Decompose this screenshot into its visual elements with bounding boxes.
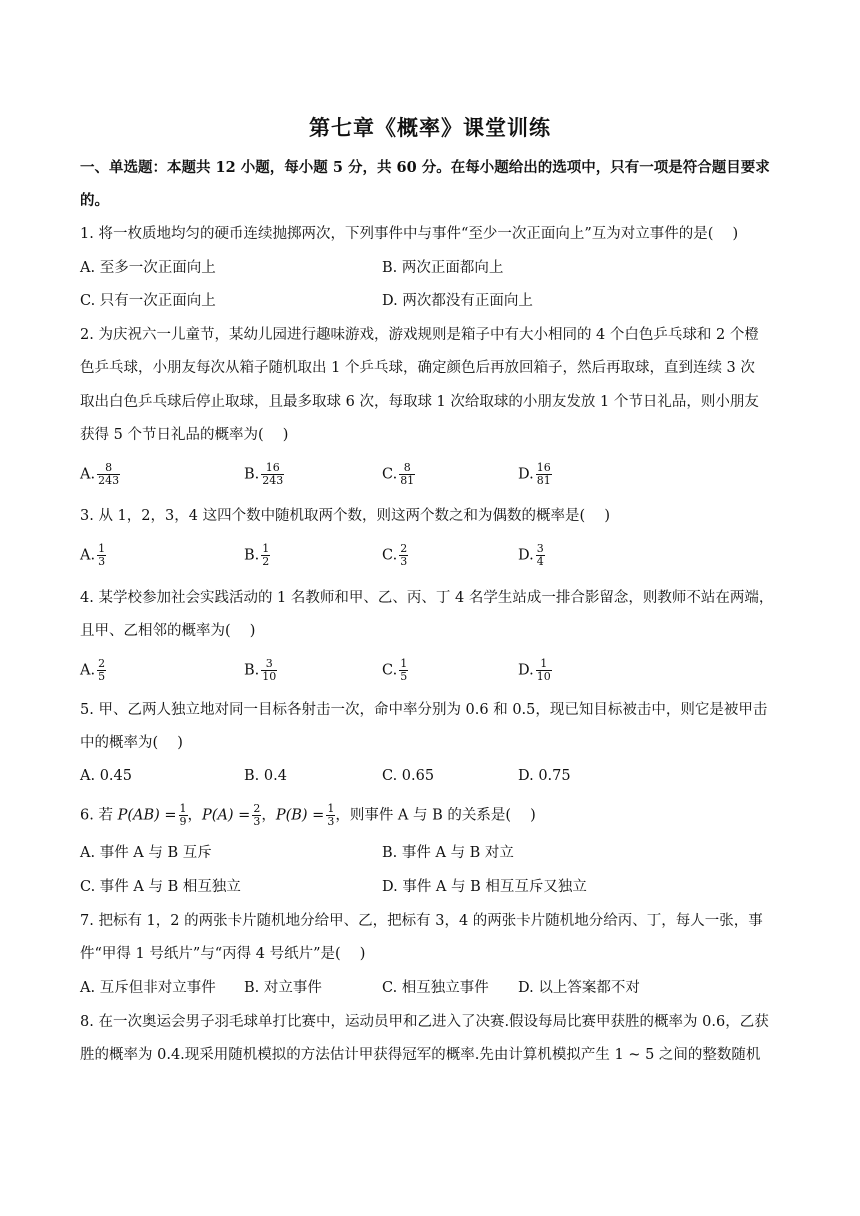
question-3-option-a: A. $\frac{1}{3}$ (80, 542, 106, 568)
question-4-option-a: A. $\frac{2}{5}$ (80, 657, 106, 683)
question-7-option-b: B. 对立事件 (244, 980, 322, 996)
question-3-option-d: D. $\frac{3}{4}$ (518, 542, 544, 568)
question-2-option-b: B. $\frac{16}{243}$ (244, 461, 284, 487)
question-3-option-b: B. $\frac{1}{2}$ (244, 542, 270, 568)
question-4-option-c: C. $\frac{1}{5}$ (382, 657, 408, 683)
question-5-option-c: C. 0.65 (382, 768, 435, 784)
question-5-option-a: A. 0.45 (80, 768, 132, 784)
question-6-option-d: D. 事件 A 与 B 相互互斥又独立 (382, 879, 587, 895)
question-7-line-2: 件“甲得 1 号纸片”与“丙得 4 号纸片”是( ) (80, 946, 366, 962)
question-2-line-1: 2. 为庆祝六一儿童节，某幼儿园进行趣味游戏，游戏规则是箱子中有大小相同的 4 个白色乒乓球和 2 个橙 (80, 327, 759, 343)
question-2-line-4: 获得 5 个节日礼品的概率为( ) (80, 427, 289, 443)
question-4-line-1: 4. 某学校参加社会实践活动的 1 名教师和甲、乙、丙、丁 4 名学生站成一排合影留念，则教师不站在两端， (80, 590, 774, 606)
question-4-option-b: B. $\frac{3}{10}$ (244, 657, 277, 683)
question-1-option-d: D. 两次都没有正面向上 (382, 293, 533, 309)
question-2-line-3: 取出白色乒乓球后停止取球，且最多取球 6 次，每取球 1 次给取球的小朋友发放 1 个节日礼品，则小朋友 (80, 394, 759, 410)
question-1-option-a: A. 至多一次正面向上 (80, 260, 216, 276)
question-6-stem: 6. 若 P(AB) = $\frac{1}{9}$ ，P(A) = $\frac{2}{3}$ ，P(B) = $\frac{1}{3}$ ，则事件 A 与 B 的关系是( ) (80, 802, 536, 828)
question-7-option-a: A. 互斥但非对立事件 (80, 980, 216, 996)
question-4-line-2: 且甲、乙相邻的概率为( ) (80, 623, 256, 639)
question-5-option-d: D. 0.75 (518, 768, 571, 784)
question-5-line-2: 中的概率为( ) (80, 735, 183, 751)
question-1-option-b: B. 两次正面都向上 (382, 260, 504, 276)
question-5-line-1: 5. 甲、乙两人独立地对同一目标各射击一次，命中率分别为 0.6 和 0.5，现已知目标被击中，则它是被甲击 (80, 702, 768, 718)
question-1-stem: 1. 将一枚质地均匀的硬币连续抛掷两次，下列事件中与事件“至少一次正面向上”互为对立事件的是( ) (80, 226, 739, 242)
question-7-option-d: D. 以上答案都不对 (518, 980, 640, 996)
question-4-option-d: D. $\frac{1}{10}$ (518, 657, 551, 683)
section-heading: 一、单选题：本题共 12 小题，每小题 5 分，共 60 分。在每小题给出的选项中，只有一项是符合题目要求 (80, 159, 770, 176)
question-2-option-d: D. $\frac{16}{81}$ (518, 461, 551, 487)
section-heading-cont: 的。 (80, 192, 109, 209)
question-2-option-c: C. $\frac{8}{81}$ (382, 461, 415, 487)
page-title: 第七章《概率》课堂训练 (309, 115, 551, 140)
question-2-option-a: A. $\frac{8}{243}$ (80, 461, 120, 487)
question-3-stem: 3. 从 1，2，3，4 这四个数中随机取两个数，则这两个数之和为偶数的概率是( ) (80, 508, 610, 524)
question-6-option-a: A. 事件 A 与 B 互斥 (80, 845, 212, 861)
question-1-option-c: C. 只有一次正面向上 (80, 293, 216, 309)
question-6-option-c: C. 事件 A 与 B 相互独立 (80, 879, 241, 895)
question-8-line-1: 8. 在一次奥运会男子羽毛球单打比赛中，运动员甲和乙进入了决赛.假设每局比赛甲获胜的概率为 0.6，乙获 (80, 1014, 769, 1030)
question-7-line-1: 7. 把标有 1，2 的两张卡片随机地分给甲、乙，把标有 3，4 的两张卡片随机地分给丙、丁，每人一张，事 (80, 913, 763, 929)
question-7-option-c: C. 相互独立事件 (382, 980, 489, 996)
question-3-option-c: C. $\frac{2}{3}$ (382, 542, 408, 568)
question-5-option-b: B. 0.4 (244, 768, 287, 784)
question-2-line-2: 色乒乓球，小朋友每次从箱子随机取出 1 个乒乓球，确定颜色后再放回箱子，然后再取球，直到连续 3 次 (80, 360, 755, 376)
question-8-line-2: 胜的概率为 0.4.现采用随机模拟的方法估计甲获得冠军的概率.先由计算机模拟产生 1 ~ 5 之间的整数随机 (80, 1047, 761, 1063)
question-6-option-b: B. 事件 A 与 B 对立 (382, 845, 514, 861)
